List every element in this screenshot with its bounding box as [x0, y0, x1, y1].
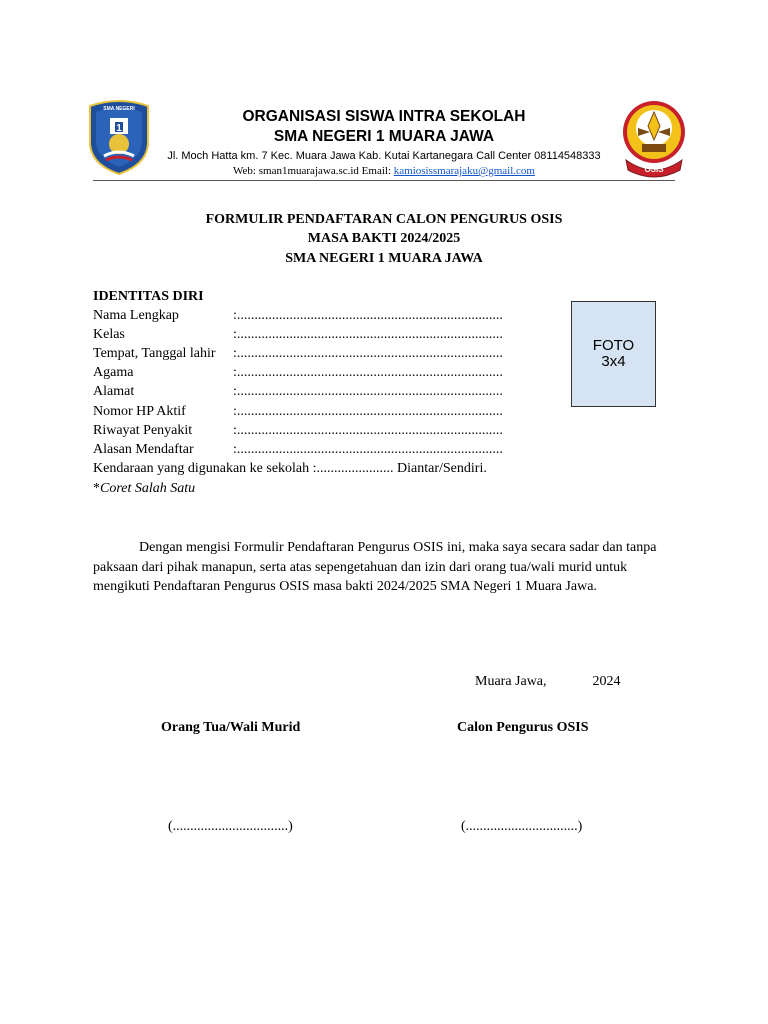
field-fill-line[interactable]: :............................................................................: [233, 365, 503, 380]
field-label: Nomor HP Aktif: [93, 404, 186, 419]
field-fill-line[interactable]: :............................................................................: [233, 384, 503, 399]
header-divider: [93, 180, 675, 181]
form-title-line2: MASA BAKTI 2024/2025: [307, 231, 461, 246]
parent-signature-line[interactable]: (.................................): [168, 819, 293, 834]
form-title-line3: SMA NEGERI 1 MUARA JAWA: [285, 251, 483, 266]
field-row: [93, 404, 503, 423]
field-label: Agama: [93, 365, 134, 380]
field-row: [93, 442, 503, 461]
field-label: Alasan Mendaftar: [93, 442, 194, 457]
photo-label: FOTO: [592, 337, 635, 354]
date-place: Muara Jawa,: [475, 674, 547, 689]
school-crest-logo: [86, 98, 152, 176]
strike-note: [93, 481, 195, 500]
field-fill-line[interactable]: :............................................................................: [233, 308, 503, 323]
svg-text:1: 1: [116, 123, 122, 134]
note-star: *: [93, 481, 100, 496]
statement-text: Dengan mengisi Formulir Pendaftaran Pengurus OSIS ini, maka saya secara sadar dan tanpa paksaan dari pihak manapun, serta atas sepengetahuan dan izin dari orang tua/wali murid untuk mengikuti Pendaftaran Pengurus OSIS masa bakti 2024/2025 SMA Negeri 1 Muara Jawa.: [93, 540, 657, 594]
field-row: [93, 384, 503, 403]
field-row: [93, 308, 503, 327]
email-link[interactable]: kamiosissmarajaku@gmail.com: [393, 165, 535, 177]
candidate-signature-title: Calon Pengurus OSIS: [457, 720, 589, 735]
school-title: SMA NEGERI 1 MUARA JAWA: [273, 128, 495, 145]
field-fill-line[interactable]: :............................................................................: [233, 404, 503, 419]
field-label: Kelas: [93, 327, 125, 342]
field-label: Alamat: [93, 384, 135, 399]
statement-paragraph: [93, 538, 675, 597]
vehicle-row[interactable]: Kendaraan yang digunakan ke sekolah :...................... Diantar/Sendiri.: [93, 461, 487, 476]
field-fill-line[interactable]: :............................................................................: [233, 442, 503, 457]
svg-text:OSIS: OSIS: [644, 165, 664, 174]
osis-logo: [620, 98, 688, 178]
form-title-line1: FORMULIR PENDAFTARAN CALON PENGURUS OSIS: [205, 212, 563, 227]
web-email-line: [150, 165, 618, 177]
field-label: Tempat, Tanggal lahir: [93, 346, 216, 361]
field-row: [93, 327, 503, 346]
photo-size: 3x4: [601, 353, 626, 370]
parent-signature-title: Orang Tua/Wali Murid: [161, 720, 301, 735]
field-row: [93, 423, 503, 442]
candidate-signature-line[interactable]: (................................): [461, 819, 583, 834]
identity-heading: IDENTITAS DIRI: [93, 289, 204, 304]
field-row: [93, 346, 503, 365]
field-label: Riwayat Penyakit: [93, 423, 193, 438]
web-text: Web: sman1muarajawa.sc.id Email:: [233, 165, 394, 177]
svg-text:SMA NEGERI: SMA NEGERI: [103, 106, 135, 112]
date-line: [475, 674, 621, 690]
school-address: Jl. Moch Hatta km. 7 Kec. Muara Jawa Kab. Kutai Kartanegara Call Center 08114548333: [167, 150, 601, 162]
photo-placeholder: [571, 301, 656, 407]
note-text: Coret Salah Satu: [100, 481, 196, 496]
field-row: [93, 365, 503, 384]
field-label: Nama Lengkap: [93, 308, 179, 323]
field-fill-line[interactable]: :............................................................................: [233, 346, 503, 361]
date-year: 2024: [592, 674, 621, 689]
field-fill-line[interactable]: :............................................................................: [233, 423, 503, 438]
field-fill-line[interactable]: :............................................................................: [233, 327, 503, 342]
org-title: ORGANISASI SISWA INTRA SEKOLAH: [242, 108, 526, 125]
